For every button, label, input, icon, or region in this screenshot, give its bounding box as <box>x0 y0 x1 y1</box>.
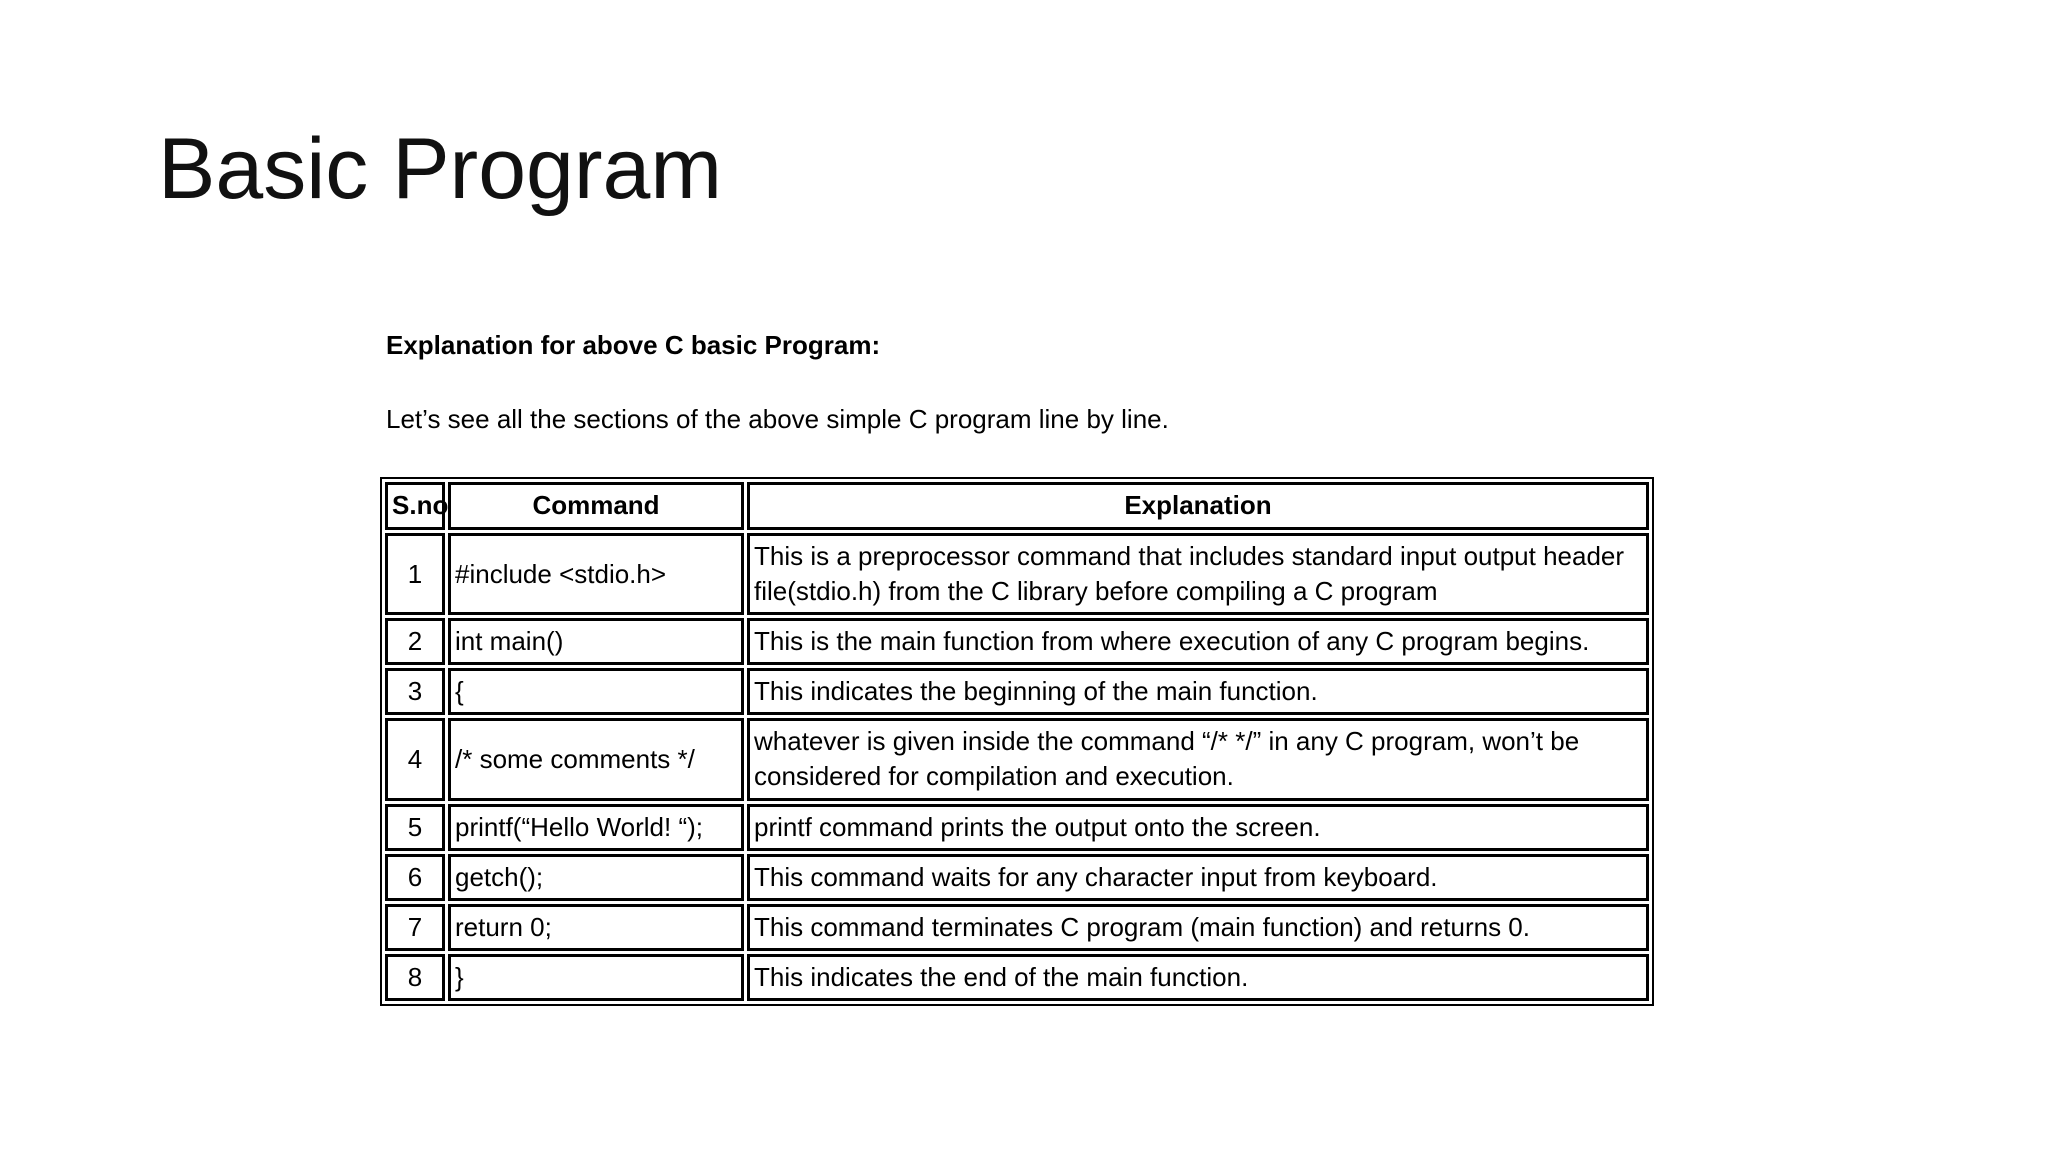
table-row <box>385 718 1649 800</box>
row-command: /* some comments */ <box>448 718 744 800</box>
row-command: { <box>448 668 744 715</box>
table-row <box>385 533 1649 615</box>
row-explanation: This command waits for any character input from keyboard. <box>747 854 1649 901</box>
row-sno: 8 <box>385 954 445 1001</box>
row-command: int main() <box>448 618 744 665</box>
header-command: Command <box>448 482 744 530</box>
table-row <box>385 854 1649 901</box>
row-sno: 5 <box>385 804 445 851</box>
row-explanation: This is the main function from where execution of any C program begins. <box>747 618 1649 665</box>
row-sno: 2 <box>385 618 445 665</box>
header-sno: S.no <box>385 482 445 530</box>
row-explanation: This command terminates C program (main function) and returns 0. <box>747 904 1649 951</box>
row-command: printf(“Hello World! “); <box>448 804 744 851</box>
row-sno: 3 <box>385 668 445 715</box>
row-explanation: This indicates the beginning of the main function. <box>747 668 1649 715</box>
row-explanation: This indicates the end of the main function. <box>747 954 1649 1001</box>
table-row <box>385 954 1649 1001</box>
explanation-table <box>380 477 1654 1006</box>
explanation-heading: Explanation for above C basic Program: <box>386 330 881 360</box>
row-sno: 1 <box>385 533 445 615</box>
row-sno: 6 <box>385 854 445 901</box>
table-row <box>385 668 1649 715</box>
row-command: getch(); <box>448 854 744 901</box>
table-header-row <box>385 482 1649 530</box>
row-command: return 0; <box>448 904 744 951</box>
header-explanation: Explanation <box>747 482 1649 530</box>
row-command: } <box>448 954 744 1001</box>
table-row <box>385 804 1649 851</box>
row-sno: 7 <box>385 904 445 951</box>
row-explanation: printf command prints the output onto the screen. <box>747 804 1649 851</box>
table-row <box>385 618 1649 665</box>
row-command: #include <stdio.h> <box>448 533 744 615</box>
row-sno: 4 <box>385 718 445 800</box>
row-explanation: whatever is given inside the command “/* */” in any C program, won’t be considered for compilation and execution. <box>747 718 1649 800</box>
row-explanation: This is a preprocessor command that includes standard input output header file(stdio.h) from the C library before compiling a C program <box>747 533 1649 615</box>
table-row <box>385 904 1649 951</box>
slide-title: Basic Program <box>158 121 722 217</box>
intro-text: Let’s see all the sections of the above simple C program line by line. <box>386 404 1169 434</box>
